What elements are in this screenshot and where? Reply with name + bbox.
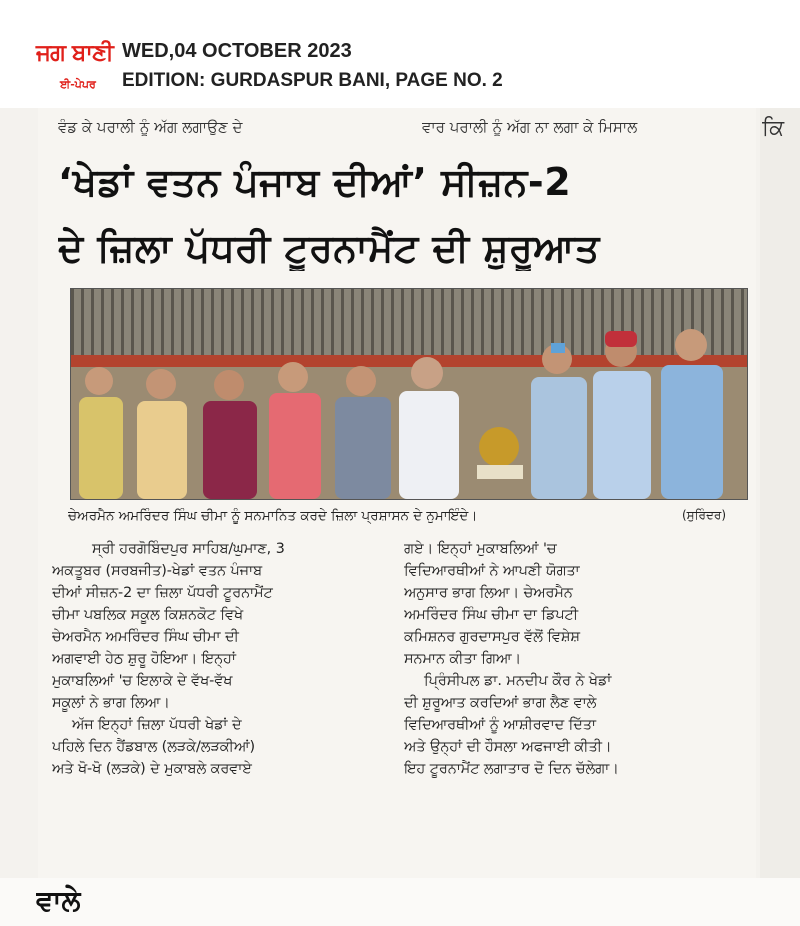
photo-credit: (ਸੁਰਿੰਦਰ) (682, 508, 727, 522)
col2-line: ਅਤੇ ਉਨ੍ਹਾਂ ਦੀ ਹੌਸਲਾ ਅਫਜਾਈ ਕੀਤੀ। (404, 739, 612, 755)
adjacent-article-strip (760, 108, 800, 878)
col1-line: ਪਹਿਲੇ ਦਿਨ ਹੈਂਡਬਾਲ (ਲੜਕੇ/ਲੜਕੀਆਂ) (52, 739, 256, 755)
article-column-1 (52, 538, 388, 780)
col2-line: ਵਿਦਿਆਰਥੀਆਂ ਨੇ ਆਪਣੀ ਯੋਗਤਾ (404, 563, 580, 579)
col1-line: ਅਗਵਾਈ ਹੇਠ ਸ਼ੁਰੂ ਹੋਇਆ। ਇਨ੍ਹਾਂ (52, 651, 236, 667)
page-header (0, 28, 800, 108)
col1-line: ਚੇਅਰਮੈਨ ਅਮਰਿੰਦਰ ਸਿੰਘ ਚੀਮਾ ਦੀ (52, 629, 239, 645)
col2-line: ਪ੍ਰਿੰਸੀਪਲ ਡਾ. ਮਨਦੀਪ ਕੌਰ ਨੇ ਖੇਡਾਂ (424, 673, 612, 689)
headline-line-1: ‘ਖੇਡਾਂ ਵਤਨ ਪੰਜਾਬ ਦੀਆਂ’ ਸੀਜ਼ਨ-2 (58, 160, 572, 204)
newspaper-logo (36, 40, 116, 104)
col1-line: ਅਤੇ ਖੋ-ਖੋ (ਲੜਕੇ) ਦੇ ਮੁਕਾਬਲੇ ਕਰਵਾਏ (52, 761, 252, 777)
edition-date: WED,04 OCTOBER 2023 (122, 40, 352, 62)
edition-info: EDITION: GURDASPUR BANI, PAGE NO. 2 (122, 70, 503, 91)
fragment-top-right: ਵਾਰ ਪਰਾਲੀ ਨੂੰ ਅੱਗ ਨਾ ਲਗਾ ਕੇ ਮਿਸਾਲ (422, 118, 638, 136)
col1-line: ਅਕਤੂਬਰ (ਸਰਬਜੀਤ)-ਖੇਡਾਂ ਵਤਨ ਪੰਜਾਬ (52, 563, 263, 579)
next-article-strip (0, 878, 800, 926)
col1-line: ਸਕੂਲਾਂ ਨੇ ਭਾਗ ਲਿਆ। (52, 695, 170, 711)
logo-subtext: ਈ-ਪੇਪਰ (60, 78, 96, 91)
fragment-right-edge: ਕਿ (762, 116, 785, 141)
news-clipping (38, 108, 756, 878)
col2-line: ਗਏ। ਇਨ੍ਹਾਂ ਮੁਕਾਬਲਿਆਂ 'ਚ (404, 541, 557, 557)
logo-text: ਜਗ ਬਾਣੀ (36, 40, 113, 66)
col1-line: ਚੀਮਾ ਪਬਲਿਕ ਸਕੂਲ ਕਿਸ਼ਨਕੋਟ ਵਿਖੇ (52, 607, 244, 623)
fragment-bottom-left: ਵਾਲੇ (36, 884, 81, 917)
col2-line: ਵਿਦਿਆਰਥੀਆਂ ਨੂੰ ਆਸ਼ੀਰਵਾਦ ਦਿੱਤਾ (404, 717, 596, 733)
photo-caption: ਚੇਅਰਮੈਨ ਅਮਰਿੰਦਰ ਸਿੰਘ ਚੀਮਾ ਨੂੰ ਸਨਮਾਨਿਤ ਕਰਦੇ ਜ਼ਿਲਾ ਪ੍ਰਸ਼ਾਸਨ ਦੇ ਨੁਮਾਇੰਦੇ। (68, 508, 478, 524)
headline-line-2: ਦੇ ਜ਼ਿਲਾ ਪੱਧਰੀ ਟੂਰਨਾਮੈਂਟ ਦੀ ਸ਼ੁਰੂਆਤ (58, 226, 600, 270)
col1-line: ਦੀਆਂ ਸੀਜ਼ਨ-2 ਦਾ ਜ਼ਿਲਾ ਪੱਧਰੀ ਟੂਰਨਾਮੈਂਟ (52, 585, 273, 601)
group-photo-illustration (71, 289, 747, 499)
fragment-top-left: ਵੰਡ ਕੇ ਪਰਾਲੀ ਨੂੰ ਅੱਗ ਲਗਾਉਣ ਦੇ (58, 118, 243, 136)
col2-line: ਇਹ ਟੂਰਨਾਮੈਂਟ ਲਗਾਤਾਰ ਦੋ ਦਿਨ ਚੱਲੇਗਾ। (404, 761, 619, 777)
col2-line: ਦੀ ਸ਼ੁਰੂਆਤ ਕਰਦਿਆਂ ਭਾਗ ਲੈਣ ਵਾਲੇ (404, 695, 597, 711)
col2-line: ਅਨੁਸਾਰ ਭਾਗ ਲਿਆ। ਚੇਅਰਮੈਨ (404, 585, 573, 601)
col2-line: ਸਨਮਾਨ ਕੀਤਾ ਗਿਆ। (404, 651, 522, 667)
col1-line: ਸ੍ਰੀ ਹਰਗੋਬਿੰਦਪੁਰ ਸਾਹਿਬ/ਘੁਮਾਣ, 3 (92, 541, 285, 557)
col2-line: ਕਮਿਸ਼ਨਰ ਗੁਰਦਾਸਪੁਰ ਵੱਲੋਂ ਵਿਸ਼ੇਸ਼ (404, 629, 580, 645)
article-column-2 (404, 538, 750, 780)
top-band (0, 0, 800, 28)
col1-line: ਮੁਕਾਬਲਿਆਂ 'ਚ ਇਲਾਕੇ ਦੇ ਵੱਖ-ਵੱਖ (52, 673, 233, 689)
col2-line: ਅਮਰਿੰਦਰ ਸਿੰਘ ਚੀਮਾ ਦਾ ਡਿਪਟੀ (404, 607, 579, 623)
col1-line: ਅੱਜ ਇਨ੍ਹਾਂ ਜ਼ਿਲਾ ਪੱਧਰੀ ਖੇਡਾਂ ਦੇ (72, 717, 242, 733)
article-photo (70, 288, 748, 500)
